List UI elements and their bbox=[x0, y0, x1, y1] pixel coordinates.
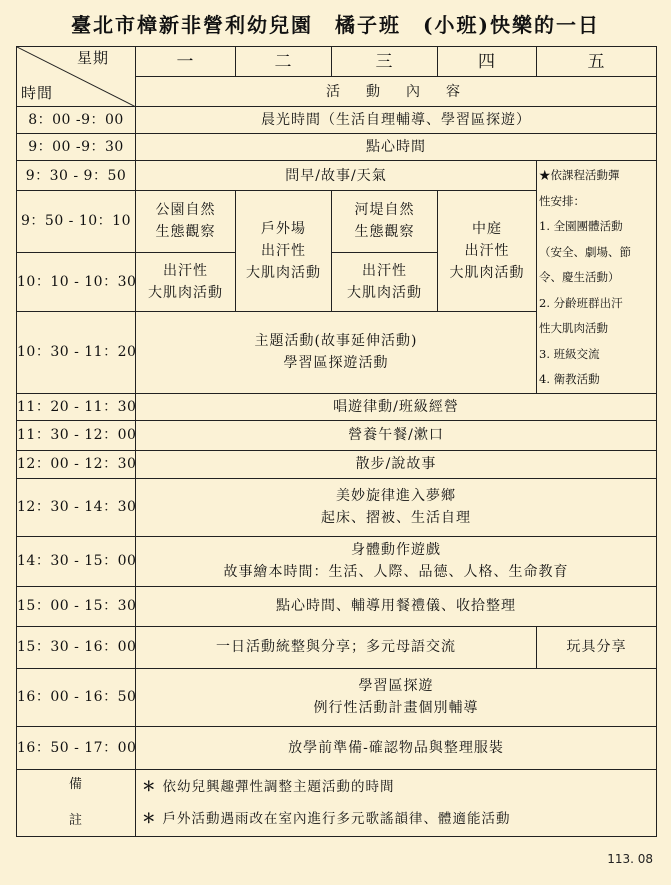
note-line: 性大肌肉活動 bbox=[539, 321, 608, 335]
school-name: 臺北市樟新非營利幼兒園 bbox=[71, 13, 314, 37]
time-slot: 12：30 - 14：30 bbox=[17, 478, 136, 536]
day-wed: 三 bbox=[332, 47, 438, 77]
activity-line: 公園自然 bbox=[155, 202, 216, 219]
page-title bbox=[0, 8, 671, 42]
activity-cell-wed bbox=[332, 252, 438, 311]
activity-line: 大肌肉活動 bbox=[148, 284, 223, 301]
day-mon: 一 bbox=[136, 47, 236, 77]
remarks-label-bottom: 註 bbox=[68, 812, 83, 828]
activity-line: 生態觀察 bbox=[354, 224, 415, 241]
activity-line: 學習區探遊 bbox=[358, 678, 434, 694]
daily-schedule-table bbox=[16, 46, 657, 837]
document-date: 113. 08 bbox=[607, 852, 653, 866]
activity-line: 起床、摺被、生活自理 bbox=[321, 510, 471, 526]
friday-flexible-note bbox=[537, 161, 657, 394]
activity-cell: 唱遊律動/班級經營 bbox=[136, 393, 657, 420]
remark-item bbox=[142, 803, 656, 835]
week-label: 星期 bbox=[76, 49, 109, 67]
title-subtitle: (小班)快樂的一日 bbox=[423, 13, 600, 37]
note-line: 3. 班級交流 bbox=[539, 346, 600, 361]
remark-text: 戶外活動遇雨改在室內進行多元歌謠韻律、體適能活動 bbox=[162, 810, 511, 827]
activity-line: 出汗性 bbox=[362, 262, 407, 279]
time-slot: 9：00 -9：30 bbox=[17, 134, 136, 161]
activity-cell: 問早/故事/天氣 bbox=[136, 161, 537, 191]
activity-cell-fri: 玩具分享 bbox=[537, 626, 657, 668]
time-slot: 11：30 - 12：00 bbox=[17, 420, 136, 450]
activity-line: 故事繪本時間：生活、人際、品德、人格、生命教育 bbox=[223, 564, 569, 580]
remark-item bbox=[142, 771, 656, 803]
activity-line: 出汗性 bbox=[464, 242, 510, 259]
activity-cell bbox=[136, 536, 657, 586]
bullet-star-icon: ＊ bbox=[142, 810, 157, 827]
time-slot: 16：00 - 16：50 bbox=[17, 668, 136, 726]
time-label: 時間 bbox=[21, 84, 54, 102]
activity-cell: 散步/說故事 bbox=[136, 450, 657, 478]
activity-cell: 晨光時間（生活自理輔導、學習區探遊） bbox=[136, 107, 657, 134]
note-line: 4. 衛教活動 bbox=[539, 372, 600, 386]
activity-line: 學習區探遊活動 bbox=[283, 355, 389, 371]
time-slot: 16：50 - 17：00 bbox=[17, 726, 136, 769]
activity-line: 例行性活動計畫個別輔導 bbox=[313, 700, 479, 716]
note-line: 令、慶生活動） bbox=[539, 270, 620, 284]
activity-cell-mon bbox=[136, 252, 236, 311]
activity-cell-thu bbox=[438, 191, 537, 312]
time-slot: 15：30 - 16：00 bbox=[17, 626, 136, 668]
activity-line: 大肌肉活動 bbox=[246, 264, 321, 281]
activity-cell: 點心時間、輔導用餐禮儀、收拾整理 bbox=[136, 586, 657, 626]
note-line: 1. 全園團體活動 bbox=[539, 219, 623, 233]
activity-line: 中庭 bbox=[472, 220, 502, 237]
time-slot: 14：30 - 15：00 bbox=[17, 536, 136, 586]
activity-content-header: 活 動 內 容 bbox=[136, 77, 657, 107]
activity-line: 出汗性 bbox=[163, 262, 208, 279]
time-slot: 10：10 - 10：30 bbox=[17, 252, 136, 311]
activity-line: 戶外場 bbox=[261, 220, 306, 237]
time-slot: 15：00 - 15：30 bbox=[17, 586, 136, 626]
time-slot: 12：00 - 12：30 bbox=[17, 450, 136, 478]
time-slot: 10：30 - 11：20 bbox=[17, 311, 136, 393]
activity-line: 出汗性 bbox=[261, 242, 306, 259]
activity-cell-mon bbox=[136, 191, 236, 253]
activity-line: 大肌肉活動 bbox=[449, 264, 525, 281]
bullet-star-icon: ＊ bbox=[142, 778, 157, 795]
activity-cell: 一日活動統整與分享；多元母語交流 bbox=[136, 626, 537, 668]
activity-line: 美妙旋律進入夢鄉 bbox=[336, 488, 456, 504]
remarks-label-top: 備 bbox=[68, 776, 83, 792]
class-name: 橘子班 bbox=[335, 13, 402, 37]
header-corner-cell bbox=[17, 47, 136, 107]
note-line: ★依課程活動彈 bbox=[539, 168, 620, 182]
day-thu: 四 bbox=[438, 47, 537, 77]
activity-line: 身體動作遊戲 bbox=[351, 542, 441, 558]
activity-cell: 點心時間 bbox=[136, 134, 657, 161]
time-slot: 8：00 -9：00 bbox=[17, 107, 136, 134]
time-slot: 9：30 - 9：50 bbox=[17, 161, 136, 191]
note-line: （安全、劇場、節 bbox=[539, 244, 631, 259]
remarks-label bbox=[17, 769, 136, 836]
activity-cell-tue bbox=[236, 191, 332, 312]
day-fri: 五 bbox=[537, 47, 657, 77]
activity-cell: 放學前準備-確認物品與整理服裝 bbox=[136, 726, 657, 769]
activity-cell bbox=[136, 478, 657, 536]
time-slot: 11：20 - 11：30 bbox=[17, 393, 136, 420]
activity-cell-wed bbox=[332, 191, 438, 253]
activity-cell bbox=[136, 668, 657, 726]
activity-line: 河堤自然 bbox=[354, 202, 415, 219]
activity-cell bbox=[136, 311, 537, 393]
activity-line: 生態觀察 bbox=[155, 224, 216, 241]
note-line: 性安排： bbox=[539, 193, 585, 208]
activity-line: 大肌肉活動 bbox=[347, 284, 422, 301]
time-slot: 9：50 - 10：10 bbox=[17, 191, 136, 253]
remarks-content bbox=[136, 769, 657, 836]
day-tue: 二 bbox=[236, 47, 332, 77]
activity-cell: 營養午餐/漱口 bbox=[136, 420, 657, 450]
note-line: 2. 分齡班群出汗 bbox=[539, 295, 623, 310]
activity-line: 主題活動(故事延伸活動) bbox=[254, 333, 418, 349]
remark-text: 依幼兒興趣彈性調整主題活動的時間 bbox=[162, 778, 395, 795]
